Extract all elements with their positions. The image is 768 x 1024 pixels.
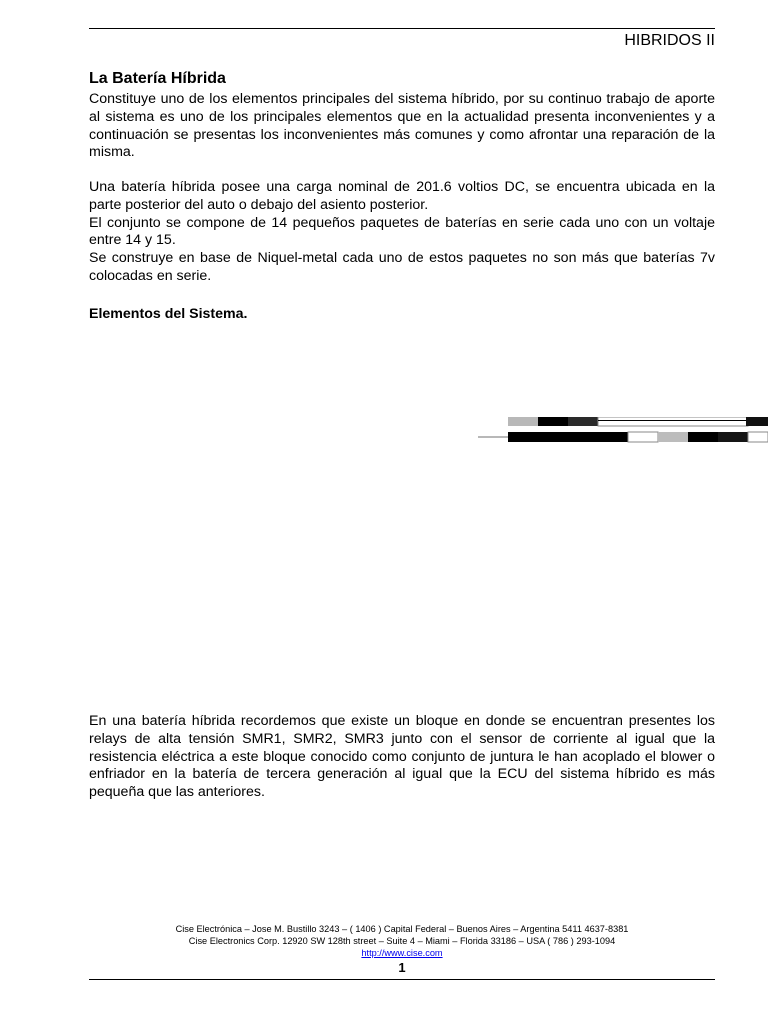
subheading-elements: Elementos del Sistema. <box>89 306 248 322</box>
paragraph-specs-line-3: Se construye en base de Niquel-metal cada uno de estos paquetes no son más que baterías 7v colocadas en serie. <box>89 250 715 284</box>
paragraph-specs-line-2: El conjunto se compone de 14 pequeños paquetes de baterías en serie cada uno con un voltaje entre 14 y 15. <box>89 214 715 249</box>
image-fragment <box>478 417 768 443</box>
paragraph-intro-text: Constituye uno de los elementos principales del sistema híbrido, por su continuo trabajo de aporte al sistema es uno de los principales elementos que en la actualidad presenta inconvenientes y a continuación se presentas los inconvenientes más comunes y como afrontar una reparación de la misma. <box>89 91 715 161</box>
footer-address-argentina: Cise Electrónica – Jose M. Bustillo 3243 – ( 1406 ) Capital Federal – Buenos Aires – Argentina 5411 4637-8381 <box>175 924 629 934</box>
footer-address-usa: Cise Electronics Corp. 12920 SW 128th street – Suite 4 – Miami – Florida 33186 – USA ( 786 ) 293-1094 <box>188 936 616 946</box>
header-title: HIBRIDOS II <box>624 32 715 49</box>
footer-rule <box>89 979 715 980</box>
paragraph-block-text: En una batería híbrida recordemos que existe un bloque en donde se encuentran presentes los relays de alta tensión SMR1, SMR2, SMR3 junto con el sensor de corriente al igual que la resistencia eléctrica a este bloque conocido como conjunto de juntura le han acoplado el blower o enfriador en la batería de tercera generación al igual que la ECU del sistema híbrido es más pequeña que las anteriores. <box>89 713 715 801</box>
page-number: 1 <box>398 960 406 975</box>
paragraph-block <box>89 713 715 802</box>
paragraph-specs <box>89 179 715 286</box>
paragraph-intro <box>89 91 715 162</box>
section-title: La Batería Híbrida <box>89 70 226 87</box>
footer-website-link[interactable]: http://www.cise.com <box>361 948 443 958</box>
header-rule <box>89 28 715 29</box>
paragraph-specs-line-1: Una batería híbrida posee una carga nominal de 201.6 voltios DC, se encuentra ubicada en la parte posterior del auto o debajo del asiento posterior. <box>89 179 715 213</box>
